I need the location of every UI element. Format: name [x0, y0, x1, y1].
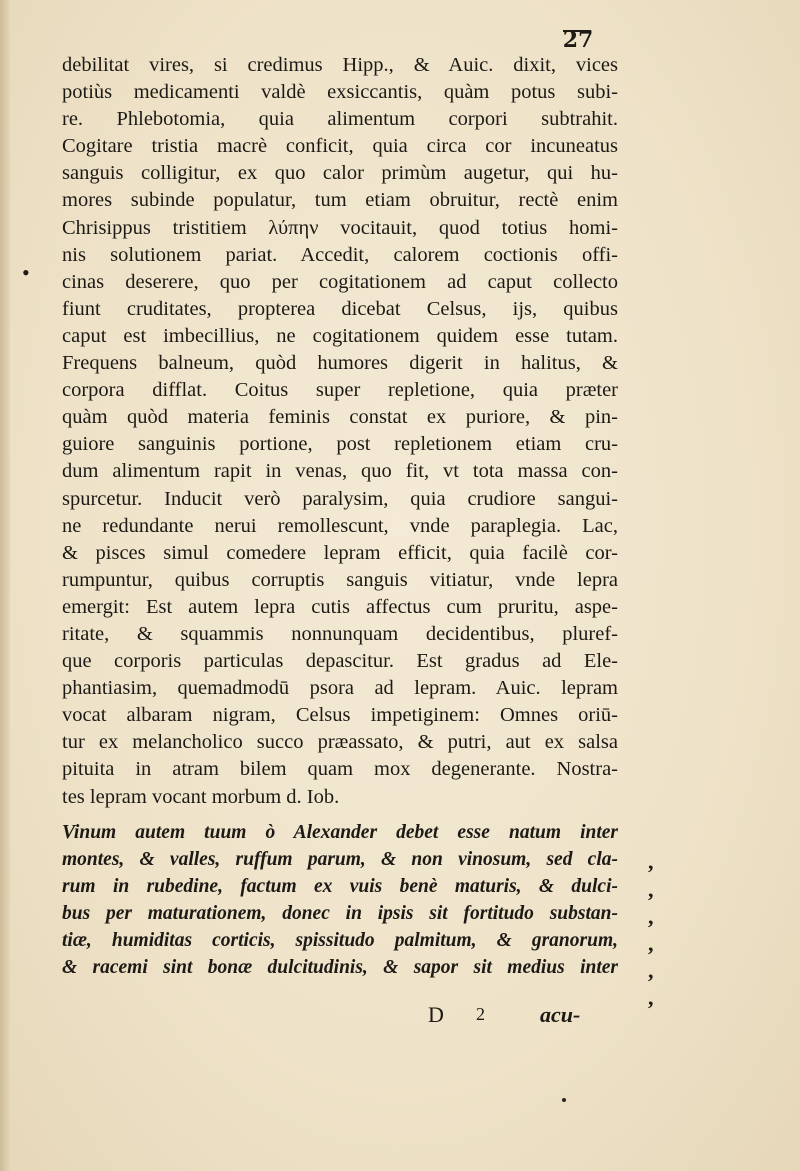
italic-quotation: [62, 819, 618, 982]
body-paragraph: [62, 52, 618, 811]
verse-line: Vinum autem tuum ò Alexander debet esse natum inter: [62, 821, 618, 843]
text-line: nis solutionem pariat. Accedit, calorem coctionis offi-: [62, 243, 618, 266]
text-line: Frequens balneum, quòd humores digerit in halitus, &: [62, 352, 618, 375]
text-line: Cogitare tristia macrè conficit, quia circa cor incuneatus: [62, 135, 618, 158]
text-line: potiùs medicamenti valdè exsiccantis, quàm potus subi-: [62, 81, 618, 104]
margin-comma: ,: [648, 958, 654, 983]
text-line: pituita in atram bilem quam mox degenerante. Nostra-: [62, 758, 618, 781]
margin-comma: ,: [648, 904, 654, 929]
text-line: ritate, & squammis nonnunquam decidentibus, pluref-: [62, 622, 618, 645]
page-number: 27: [562, 27, 594, 53]
text-block: [62, 52, 618, 981]
text-line: quàm quòd materia feminis constat ex puriore, & pin-: [62, 406, 618, 429]
margin-comma: ,: [648, 877, 654, 902]
text-line: re. Phlebotomia, quia alimentum corpori subtrahit.: [62, 108, 618, 131]
margin-comma: ,: [648, 985, 654, 1010]
text-line: guiore sanguinis portione, post repletionem etiam cru-: [62, 433, 618, 456]
text-line: Chrisippus tristitiem λύπην vocitauit, quod totius homi-: [62, 216, 618, 239]
text-line: caput est imbecillius, ne cogitationem quidem esse tutam.: [62, 324, 618, 347]
verse-line: rum in rubedine, factum ex vuis benè maturis, & dulci-: [62, 875, 618, 897]
text-line: tes lepram vocant morbum d. Iob.: [62, 785, 340, 808]
margin-comma: ,: [648, 931, 654, 956]
text-line: debilitat vires, si credimus Hipp., & Auic. dixit, vices: [62, 54, 618, 76]
text-line: mores subinde populatur, tum etiam obruitur, rectè enim: [62, 189, 618, 212]
margin-marker: •: [22, 260, 30, 285]
text-line: spurcetur. Inducit verò paralysim, quia crudiore sangui-: [62, 487, 618, 510]
verse-line: & racemi sint bonæ dulcitudinis, & sapor sit medius inter: [62, 957, 618, 979]
text-line: fiunt cruditates, propterea dicebat Celsus, ijs, quibus: [62, 297, 618, 320]
signature-mark: D: [428, 1002, 444, 1027]
ink-speck: [562, 1098, 566, 1102]
verse-line: tiæ, humiditas corticis, spissitudo palmitum, & granorum,: [62, 930, 618, 951]
verse-line: bus per maturationem, donec in ipsis sit fortitudo substan-: [62, 902, 618, 924]
text-line: tur ex melancholico succo præassato, & putri, aut ex salsa: [62, 731, 618, 754]
text-line: ne redundante nerui remollescunt, vnde paraplegia. Lac,: [62, 514, 618, 537]
text-line: vocat albaram nigram, Celsus impetiginem: Omnes oriū-: [62, 704, 618, 727]
page-edge: [0, 0, 10, 1171]
margin-comma: ,: [648, 849, 654, 874]
text-line: rumpuntur, quibus corruptis sanguis vitiatur, vnde lepra: [62, 568, 618, 591]
text-line: & pisces simul comedere lepram efficit, quia facilè cor-: [62, 541, 618, 564]
text-line: cinas deserere, quo per cogitationem ad caput collecto: [62, 270, 618, 293]
text-line: que corporis particulas depascitur. Est gradus ad Ele-: [62, 650, 618, 673]
text-line: dum alimentum rapit in venas, quo fit, vt tota massa con-: [62, 460, 618, 483]
catchword: acu-: [540, 1002, 581, 1027]
text-line: phantiasim, quemadmodū psora ad lepram. Auic. lepram: [62, 677, 618, 700]
text-line: corpora difflat. Coitus super repletione, quia præter: [62, 379, 618, 402]
verse-line: montes, & valles, ruffum parum, & non vinosum, sed cla-: [62, 848, 618, 870]
text-line: sanguis colligitur, ex quo calor primùm augetur, qui hu-: [62, 162, 618, 185]
text-line: emergit: Est autem lepra cutis affectus cum pruritu, aspe-: [62, 595, 618, 618]
signature-number: 2: [476, 1004, 485, 1024]
